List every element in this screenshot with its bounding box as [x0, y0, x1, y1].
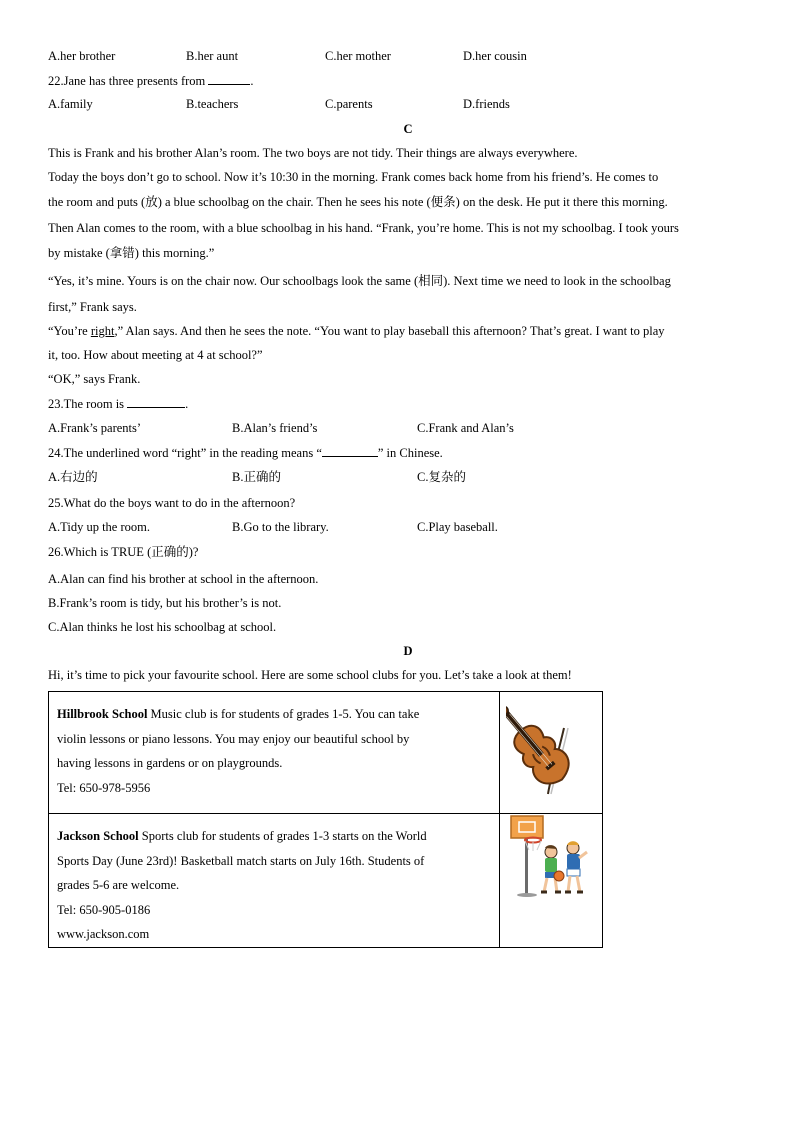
violin-icon	[506, 692, 596, 796]
club-picture-cell	[500, 692, 603, 814]
passage-line-right: “You’re right,” Alan says. And then he sees the note. “You want to play baseball this afternoon? That’s great. I want to play	[48, 324, 665, 338]
q22-option-a: A.family	[48, 97, 93, 111]
club-picture-cell	[500, 814, 603, 948]
q24-option-c: C.复杂的	[417, 470, 466, 484]
club-description: Hillbrook School Music club is for students of grades 1-5. You can take violin lessons or piano lessons. You may enjoy our beautiful school by having lessons in gardens or on playgrounds. Tel: 650-978-5956	[49, 692, 500, 814]
passage-line: Then Alan comes to the room, with a blue schoolbag in his hand. “Frank, you’re home. This is not my schoolbag. I took yours	[48, 221, 679, 235]
section-d-intro: Hi, it’s time to pick your favourite school. Here are some school clubs for you. Let’s take a look at them!	[48, 668, 572, 682]
club-row-jackson	[49, 814, 603, 948]
club-text: Sports Day (June 23rd)! Basketball match starts on July 16th. Students of	[57, 853, 425, 868]
q24-option-b: B.正确的	[232, 470, 281, 484]
q22-options	[48, 96, 748, 112]
passage-line: This is Frank and his brother Alan’s room. The two boys are not tidy. Their things are always everywhere.	[48, 146, 578, 160]
q22-option-c: C.parents	[325, 97, 373, 111]
q24-stem: 24.The underlined word “right” in the reading means “ ” in Chinese.	[48, 446, 443, 460]
school-clubs-table	[48, 691, 603, 948]
q22-option-b: B.teachers	[186, 97, 239, 111]
q23-option-a: A.Frank’s parents’	[48, 421, 142, 435]
q23-option-b: B.Alan’s friend’s	[232, 421, 318, 435]
q24-options	[48, 469, 748, 485]
answer-blank	[127, 395, 185, 408]
q21-option-d: D.her cousin	[463, 49, 527, 63]
club-text: having lessons in gardens or on playgrounds.	[57, 756, 283, 770]
school-name: Jackson School	[57, 829, 139, 843]
club-phone: Tel: 650-978-5956	[57, 780, 151, 795]
answer-blank	[208, 72, 250, 85]
q26-stem: 26.Which is TRUE (正确的)?	[48, 545, 199, 559]
q25-stem: 25.What do the boys want to do in the afternoon?	[48, 496, 296, 510]
q21-options	[48, 48, 748, 64]
club-text: violin lessons or piano lessons. You may enjoy our beautiful school by	[57, 731, 410, 746]
passage-line: “Yes, it’s mine. Yours is on the chair now. Our schoolbags look the same (相同). Next time we need to look in the schoolbag	[48, 274, 671, 288]
q25-option-c: C.Play baseball.	[417, 520, 498, 534]
q22-stem: 22.Jane has three presents from .	[48, 74, 254, 88]
underlined-word-right: right	[90, 324, 115, 338]
q21-option-b: B.her aunt	[186, 49, 239, 63]
q26-option-a: A.Alan can find his brother at school in the afternoon.	[48, 572, 319, 586]
passage-line: the room and puts (放) a blue schoolbag on the chair. Then he sees his note (便条) on the desk. He put it there this morning.	[48, 195, 668, 209]
club-description: Jackson School Sports club for students of grades 1-3 starts on the World Sports Day (June 23rd)! Basketball match starts on July 16th. Students of grades 5-6 are welcome. Tel: 650-905-0186 www.jackson.com	[49, 814, 500, 948]
basketball-players-icon	[507, 814, 595, 898]
section-d-heading: D	[403, 644, 413, 658]
q23-option-c: C.Frank and Alan’s	[417, 421, 514, 435]
club-row-hillbrook	[49, 692, 603, 814]
q25-options	[48, 519, 748, 535]
q25-option-a: A.Tidy up the room.	[48, 520, 150, 534]
club-text: grades 5-6 are welcome.	[57, 878, 180, 892]
school-name: Hillbrook School	[57, 707, 148, 721]
q23-options	[48, 420, 748, 436]
club-website: www.jackson.com	[57, 927, 150, 941]
section-c-heading: C	[403, 122, 413, 136]
passage-line: by mistake (拿错) this morning.”	[48, 246, 215, 260]
q26-option-c: C.Alan thinks he lost his schoolbag at school.	[48, 620, 277, 634]
club-phone: Tel: 650-905-0186	[57, 902, 151, 917]
q25-option-b: B.Go to the library.	[232, 520, 329, 534]
passage-line: Today the boys don’t go to school. Now it’s 10:30 in the morning. Frank comes back home from his friend’s. He comes to	[48, 170, 659, 184]
q26-option-b: B.Frank’s room is tidy, but his brother’s is not.	[48, 596, 282, 610]
q23-stem: 23.The room is .	[48, 397, 189, 411]
passage-line: it, too. How about meeting at 4 at school?”	[48, 348, 263, 362]
answer-blank	[322, 444, 378, 457]
q21-option-a: A.her brother	[48, 49, 116, 63]
q24-option-a: A.右边的	[48, 470, 98, 484]
passage-line: first,” Frank says.	[48, 300, 137, 314]
q22-option-d: D.friends	[463, 97, 510, 111]
q21-option-c: C.her mother	[325, 49, 391, 63]
passage-line: “OK,” says Frank.	[48, 372, 141, 386]
